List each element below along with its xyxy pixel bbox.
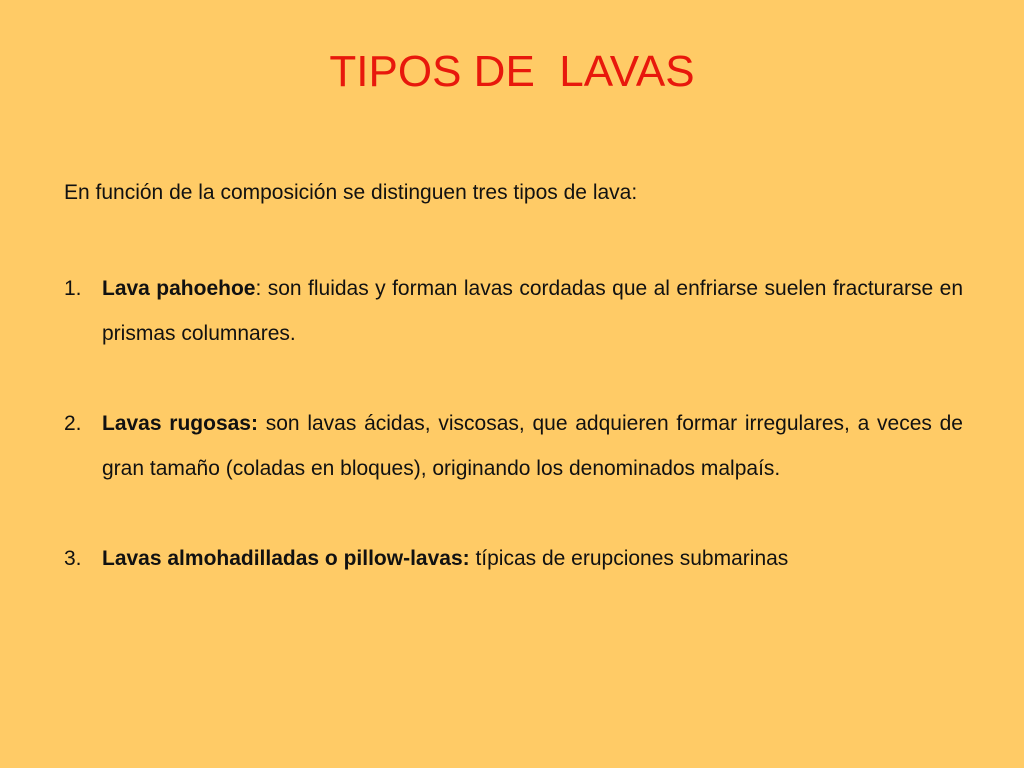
intro-text: En función de la composición se distinguen tres tipos de lava: [64, 181, 638, 204]
list-item-number: 1. [64, 277, 82, 300]
list-item-number: 2. [64, 412, 82, 435]
list-item-lava-pahoehoe [64, 266, 963, 356]
list-item-description: : son fluidas y forman lavas cordadas que al enfriarse suelen fracturarse en prismas columnares. [102, 277, 963, 345]
list-item-lavas-rugosas [64, 401, 963, 491]
list-item-description: típicas de erupciones submarinas [469, 547, 789, 570]
list-item-lavas-almohadilladas [64, 536, 963, 581]
list-item-term: Lavas rugosas: [102, 412, 258, 435]
list-item-term: Lavas almohadilladas o pillow-lavas: [102, 547, 470, 570]
slide-title: TIPOS DE LAVAS [329, 47, 695, 96]
list-item-description: son lavas ácidas, viscosas, que adquieren formar irregulares, a veces de gran tamaño (coladas en bloques), originando los denominados malpaís. [102, 412, 963, 480]
lava-types-list [64, 266, 963, 581]
list-item-term: Lava pahoehoe [102, 277, 256, 300]
list-item-number: 3. [64, 547, 82, 570]
